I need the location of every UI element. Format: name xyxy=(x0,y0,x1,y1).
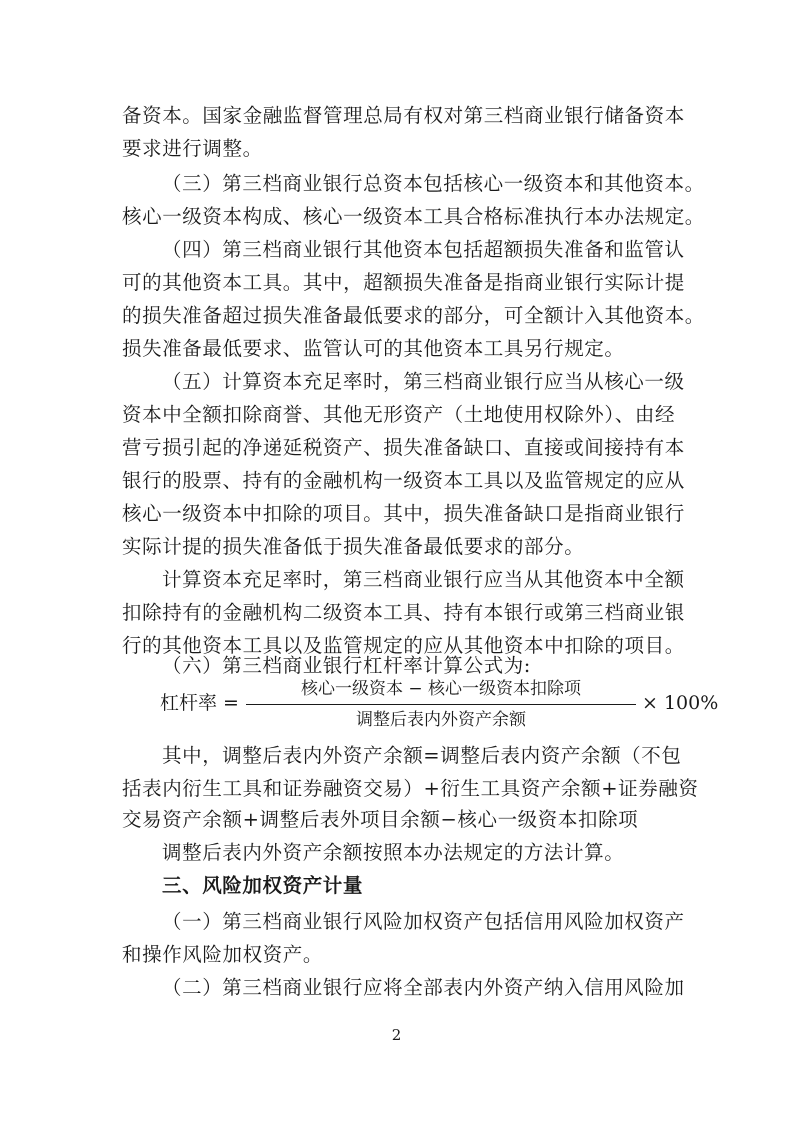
paragraph-line: 损失准备最低要求、监管认可的其他资本工具另行规定。 xyxy=(122,337,625,360)
paragraph-line: 核心一级资本构成、核心一级资本工具合格标准执行本办法规定。 xyxy=(122,205,705,228)
fraction-bar xyxy=(246,704,636,705)
formula-denominator: 调整后表内外资产余额 xyxy=(356,710,526,730)
paragraph-line: 扣除持有的金融机构二级资本工具、持有本银行或第三档商业银 xyxy=(122,601,685,624)
paragraph-line: （四）第三档商业银行其他资本包括超额损失准备和监管认 xyxy=(162,238,685,261)
paragraph-line: 的损失准备超过损失准备最低要求的部分，可全额计入其他资本。 xyxy=(122,304,705,327)
formula-fraction xyxy=(246,675,719,735)
paragraph-line: （二）第三档商业银行应将全部表内外资产纳入信用风险加 xyxy=(162,976,685,999)
paragraph-line: 资本中全额扣除商誉、其他无形资产（土地使用权除外）、由经 xyxy=(122,403,676,426)
paragraph-line: 实际计提的损失准备低于损失准备最低要求的部分。 xyxy=(122,535,585,558)
paragraph-line: 交易资产余额+调整后表外项目余额−核心一级资本扣除项 xyxy=(122,808,639,831)
page-number: 2 xyxy=(391,1026,402,1044)
paragraph-line: 计算资本充足率时，第三档商业银行应当从其他资本中全额 xyxy=(162,568,685,591)
paragraph-line: 调整后表内外资产余额按照本办法规定的方法计算。 xyxy=(162,841,625,864)
paragraph-line: 可的其他资本工具。其中，超额损失准备是指商业银行实际计提 xyxy=(122,271,685,294)
paragraph-line: 备资本。国家金融监督管理总局有权对第三档商业银行储备资本 xyxy=(122,104,685,127)
section-heading: 三、风险加权资产计量 xyxy=(162,874,364,897)
paragraph-line: 营亏损引起的净递延税资产、损失准备缺口、直接或间接持有本 xyxy=(122,436,685,459)
formula-multiplier: × 100% xyxy=(642,692,719,714)
formula-numerator: 核心一级资本 − 核心一级资本扣除项 xyxy=(300,679,582,699)
paragraph-line: 核心一级资本中扣除的项目。其中，损失准备缺口是指商业银行 xyxy=(122,502,685,525)
paragraph-line: 银行的股票、持有的金融机构一级资本工具以及监管规定的应从 xyxy=(122,469,685,492)
paragraph-line: （三）第三档商业银行总资本包括核心一级资本和其他资本。 xyxy=(162,172,705,195)
paragraph-line: 和操作风险加权资产。 xyxy=(122,943,324,966)
paragraph-line: 要求进行调整。 xyxy=(122,137,263,160)
paragraph-line: （五）计算资本充足率时，第三档商业银行应当从核心一级 xyxy=(162,370,685,393)
paragraph-line: 其中，调整后表内外资产余额=调整后表内资产余额（不包 xyxy=(162,744,682,767)
leverage-ratio-formula xyxy=(160,675,719,735)
formula-lhs: 杠杆率 = xyxy=(160,692,239,714)
paragraph-line: （六）第三档商业银行杠杆率计算公式为: xyxy=(162,654,531,677)
paragraph-line: 行的其他资本工具以及监管规定的应从其他资本中扣除的项目。 xyxy=(122,634,685,657)
paragraph-line: （一）第三档商业银行风险加权资产包括信用风险加权资产 xyxy=(162,910,685,933)
paragraph-line: 括表内衍生工具和证券融资交易）+衍生工具资产余额+证券融资 xyxy=(122,777,699,800)
